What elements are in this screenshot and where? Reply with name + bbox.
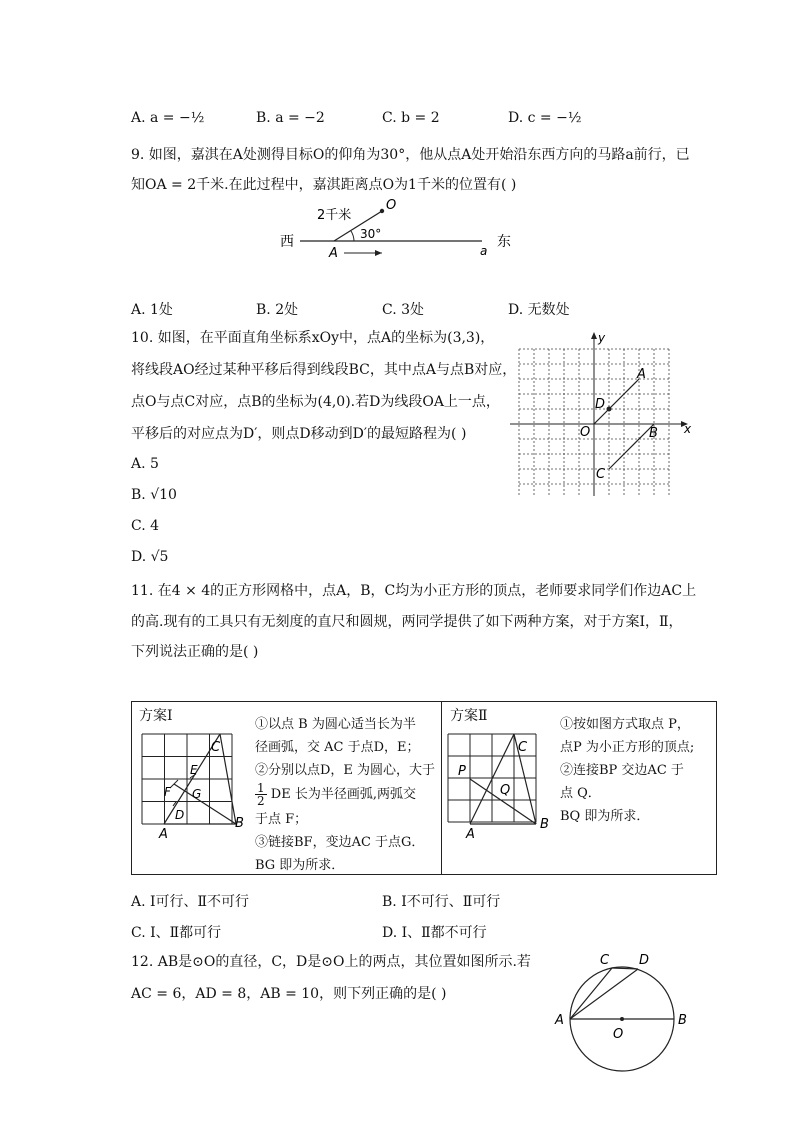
- plan1-fraction: $\frac{1}{2}$: [257, 781, 265, 808]
- plan2-step1b: 点P 为小正方形的顶点;: [560, 740, 695, 755]
- q12-circle-figure: [550, 948, 700, 1078]
- plan1-step2: ②分别以点D，E 为圆心，大于: [255, 763, 436, 778]
- label-a: A: [555, 1013, 564, 1028]
- q9-option-c[interactable]: C. 3处: [382, 302, 425, 318]
- point-d: [607, 407, 612, 412]
- angle-label: 30°: [360, 227, 382, 241]
- q9-option-b[interactable]: B. 2处: [256, 302, 299, 318]
- q10-stem-line4: 平移后的对应点为D′，则点D移动到D′的最短路程为( ): [131, 426, 467, 442]
- label-o: O: [386, 198, 397, 213]
- arrow-head: [375, 250, 382, 256]
- label-d: D: [639, 953, 650, 968]
- plan2-step2: ②连接BP 交边AC 于: [560, 763, 684, 778]
- q11-option-c[interactable]: C. Ⅰ、Ⅱ都可行: [131, 925, 222, 941]
- plan2-step2b: 点 Q．: [560, 786, 601, 801]
- plan2-label-a: A: [466, 827, 475, 842]
- q11-option-a[interactable]: A. Ⅰ可行、Ⅱ不可行: [131, 894, 250, 910]
- plan1-step3: ③链接BF，变边AC 于点G．: [255, 835, 425, 850]
- q9-stem-line1: 9. 如图，嘉淇在A处测得目标O的仰角为30°，他从点A处开始沿东西方向的马路a前行，已: [131, 147, 690, 163]
- label-c: C: [600, 953, 610, 968]
- plan2-label-c: C: [518, 740, 528, 755]
- q8-option-a[interactable]: A. a = −½: [131, 110, 205, 126]
- q10-option-b[interactable]: B. √10: [131, 487, 177, 503]
- q10-stem-line3: 点O与点C对应，点B的坐标为(4,0).若D为线段OA上一点，: [131, 394, 500, 410]
- plan2-figure: [446, 726, 564, 844]
- distance-label: 2千米: [317, 208, 352, 223]
- label-d: D: [595, 397, 606, 412]
- q11-stem-line2: 的高.现有的工具只有无刻度的直尺和圆规，两同学提供了如下两种方案，对于方案Ⅰ，Ⅱ，: [131, 614, 683, 630]
- plan2-result: BQ 即为所求．: [560, 809, 650, 824]
- plan1-step2b: $\frac{1}{2}$ DE 长为半径画弧,两弧交: [257, 781, 416, 808]
- q10-stem-line1: 10. 如图，在平面直角坐标系xOy中，点A的坐标为(3,3)，: [131, 330, 495, 346]
- label-y: y: [598, 331, 606, 345]
- west-label: 西: [280, 234, 294, 250]
- q11-plan-divider: [441, 701, 442, 875]
- plan1-step1b: 径画弧，交 AC 于点D，E；: [255, 740, 420, 755]
- plan1-figure: [134, 726, 252, 844]
- q11-option-d[interactable]: D. Ⅰ、Ⅱ都不可行: [382, 925, 487, 941]
- q9-option-a[interactable]: A. 1处: [131, 302, 173, 318]
- q10-option-c[interactable]: C. 4: [131, 518, 160, 534]
- plan1-title: 方案Ⅰ: [139, 708, 173, 724]
- plan2-label-p: P: [458, 764, 466, 779]
- plan2-label-q: Q: [500, 783, 511, 798]
- plan1-label-g: G: [192, 787, 202, 801]
- center-o: [620, 1017, 624, 1021]
- label-a: A: [637, 367, 646, 382]
- plan2-title: 方案Ⅱ: [450, 708, 488, 724]
- label-a: A: [329, 246, 338, 261]
- q9-figure: [270, 195, 530, 265]
- q12-stem-line1: 12. AB是⊙O的直径，C，D是⊙O上的两点，其位置如图所示.若: [131, 954, 531, 970]
- point-o: [380, 209, 384, 213]
- label-road-a: a: [480, 244, 488, 258]
- q11-stem-line3: 下列说法正确的是( ): [131, 644, 259, 660]
- east-label: 东: [497, 234, 511, 250]
- plan1-label-f: F: [164, 785, 171, 799]
- angle-arc: [351, 231, 354, 241]
- label-o: O: [580, 425, 591, 440]
- plan1-step3b: BG 即为所求．: [255, 858, 345, 873]
- chord-ad: [570, 969, 638, 1019]
- q11-option-b[interactable]: B. Ⅰ不可行、Ⅱ可行: [382, 894, 501, 910]
- q9-option-d[interactable]: D. 无数处: [508, 302, 570, 318]
- q8-option-c[interactable]: C. b = 2: [382, 110, 440, 126]
- q12-stem-line2: AC = 6，AD = 8，AB = 10，则下列正确的是( ): [131, 986, 447, 1002]
- label-b: B: [678, 1013, 687, 1028]
- q8-option-d[interactable]: D. c = −½: [508, 110, 582, 126]
- q9-stem-line2: 知OA = 2千米.在此过程中，嘉淇距离点O为1千米的位置有( ): [131, 177, 517, 193]
- q10-coordinate-figure: [508, 328, 698, 498]
- plan1-label-c: C: [211, 740, 221, 755]
- y-axis-arrow: [591, 332, 597, 339]
- label-c: C: [596, 467, 606, 482]
- plan1-label-d: D: [175, 808, 185, 822]
- plan2-step1: ①按如图方式取点 P，: [560, 717, 690, 732]
- segment-bc: [609, 424, 654, 469]
- plan2-label-b: B: [540, 817, 549, 832]
- q11-stem-line1: 11. 在4 × 4的正方形网格中，点A，B，C均为小正方形的顶点，老师要求同学们作边AC上: [131, 583, 697, 599]
- q10-option-a[interactable]: A. 5: [131, 456, 159, 472]
- plan1-label-e: E: [190, 763, 198, 777]
- plan1-step1: ①以点 B 为圆心适当长为半: [255, 717, 416, 732]
- plan1-step2c: 于点 F；: [255, 812, 308, 827]
- q10-option-d[interactable]: D. √5: [131, 549, 169, 565]
- label-x: x: [684, 422, 692, 436]
- q10-stem-line2: 将线段AO经过某种平移后得到线段BC，其中点A与点B对应，: [131, 362, 517, 378]
- q8-option-b[interactable]: B. a = −2: [256, 110, 325, 126]
- plan1-label-a: A: [159, 827, 168, 842]
- plan1-arc-f: [170, 780, 178, 788]
- plan1-label-b: B: [235, 816, 244, 831]
- label-o: O: [613, 1027, 624, 1042]
- label-b: B: [649, 426, 658, 441]
